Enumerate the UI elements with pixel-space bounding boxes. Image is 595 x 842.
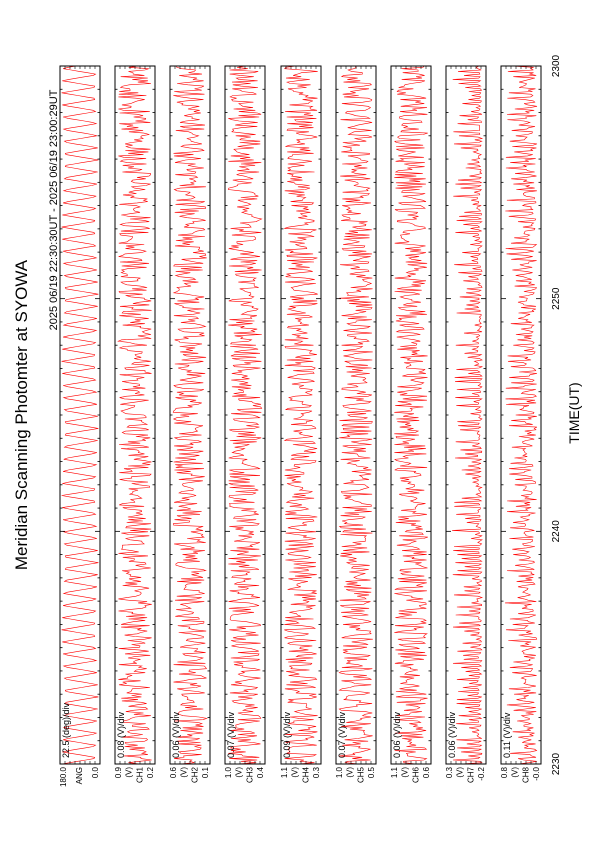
y-tick-label: 1.1 [280,767,289,779]
y-tick-label: 0.0 [91,767,100,779]
panel-frame [60,66,100,764]
y-tick-label: 0.9 [114,767,123,779]
panels [59,66,541,787]
x-tick-label: 2230 [551,752,562,776]
trace-scan-angle [62,66,99,764]
y-tick-label: (V) [400,767,410,778]
trace-ch3 [228,66,261,764]
panel-ch1 [114,66,155,783]
x-tick-label: 2250 [551,287,562,310]
y-tick-label: 1.0 [224,767,233,779]
y-tick-label: (V) [234,767,244,778]
trace-ch2 [173,66,207,764]
y-tick-label: (V) [124,767,134,778]
y-tick-label: -0.2 [477,767,486,781]
trace-ch4 [284,66,317,764]
y-tick-label: CH1 [135,767,145,784]
y-tick-label: 0.4 [256,767,265,779]
y-tick-label: 0.1 [201,767,210,779]
y-tick-label: 0.6 [169,767,178,779]
scale-label: 22.5 (deg)/div [61,702,71,758]
x-axis-label: TIME(UT) [566,382,582,444]
panel-ch4 [280,66,321,783]
y-tick-label: (V) [345,767,355,778]
chart-title-group [12,259,31,570]
y-tick-label: 0.3 [445,767,454,779]
x-tick-label: 2300 [551,54,562,78]
trace-ch8 [505,66,537,764]
panel-ch5 [335,66,376,783]
panel-frame [501,66,541,764]
y-tick-label: 0.3 [312,767,321,779]
y-tick-label: CH8 [521,767,531,784]
y-tick-label: -0.0 [532,767,541,781]
y-tick-label: 180.0 [59,767,68,788]
scale-label: 0.06 (V)/div [447,711,457,758]
panel-ch7 [445,66,486,783]
y-tick-label: CH6 [411,767,421,784]
panel-frame [170,66,210,764]
trace-ch7 [452,66,482,764]
scale-label: 0.09 (V)/div [282,711,292,758]
y-tick-label: (V) [455,767,465,778]
y-tick-label: CH5 [356,767,366,784]
panel-ch8 [500,66,541,783]
y-tick-label: CH3 [245,767,255,784]
y-tick-label: CH2 [190,767,200,784]
x-axis-ticks [551,54,562,775]
scale-label: 0.06 (V)/div [171,711,181,758]
time-range-label: 2025 06/19 22:30:30UT - 2025 06/19 23:00:29UT [48,89,60,331]
trace-ch5 [339,66,373,764]
y-tick-label: 0.6 [422,767,431,779]
y-tick-label: CH7 [466,767,476,784]
y-tick-label: ANG [75,767,84,785]
y-tick-label: 0.8 [500,767,509,779]
panel-ch6 [390,66,431,783]
panel-ch3 [224,66,265,783]
y-tick-label: (V) [179,767,189,778]
scale-label: 0.08 (V)/div [116,711,126,758]
trace-ch1 [118,66,151,764]
y-tick-label: 0.2 [146,767,155,779]
scale-label: 0.11 (V)/div [502,712,512,758]
panel-scan-angle [59,66,100,787]
y-tick-label: 0.5 [367,767,376,779]
y-tick-label: (V) [510,767,520,778]
y-tick-label: 1.1 [390,767,399,779]
panel-ch2 [169,66,210,783]
y-tick-label: CH4 [301,767,311,784]
scale-label: 0.07 (V)/div [226,711,236,758]
y-tick-label: (V) [290,767,300,778]
chart-title: Meridian Scanning Photomter at SYOWA [12,259,31,571]
scale-label: 0.07 (V)/div [337,711,347,758]
panel-frame [391,66,431,764]
x-tick-label: 2240 [551,520,562,543]
scale-label: 0.06 (V)/div [392,711,402,758]
y-tick-label: 1.0 [335,767,344,779]
trace-ch6 [394,66,428,764]
